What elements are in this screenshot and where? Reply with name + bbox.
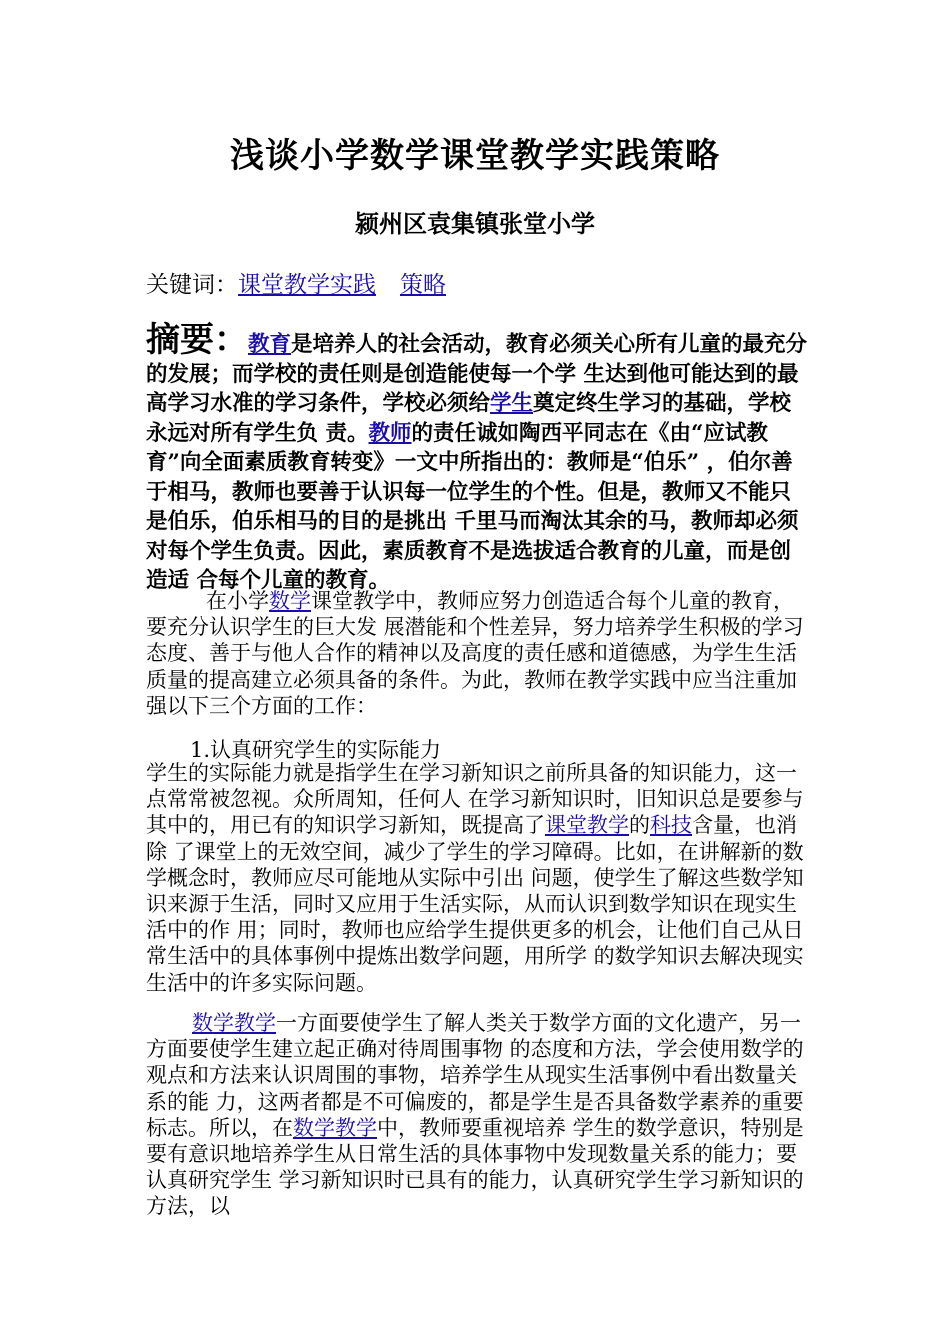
paragraph3-text-2: 中，教师要重视培养 学生的数学意识，特别是要有意识地培养学生从日常生活的具体事物中发现数量关系的能力；要认真研究学生 学习新知识时已具有的能力，认真研究学生学习新知识的方法，以 — [146, 1115, 804, 1219]
abstract-text-1: 是培养人的社会活动，教育必须关心所有儿童的最充分的发展；而学校的责任则是创造能使每一个学 生达到他可能达到的最高学习水准的学习条件，学校必须给 — [146, 332, 808, 416]
school-name: 颍州区袁集镇张堂小学 — [355, 209, 595, 238]
paragraph1-text-before: 在小学 — [206, 589, 269, 613]
link-teacher[interactable]: 教师 — [368, 420, 412, 446]
paragraph2-text-2: 的 — [629, 813, 650, 838]
paragraph3-text-1: 一方面要使学生了解人类关于数学方面的文化遗产，另一方面要使学生建立起正确对待周围事物 的态度和方法，学会使用数学的观点和方法来认识周围的事物，培养学生从现实生活事例中看出数量关系的能 力，这两者都是不可偏废的，都是学生是否具备数学素养的重要标志。所以，在 — [146, 1011, 804, 1140]
link-math-teaching-1[interactable]: 数学教学 — [192, 1011, 276, 1035]
paragraph1-text-after: 课堂教学中，教师应努力创造适合每个儿童的教育，要充分认识学生的巨大发 展潜能和个性差异，努力培养学生积极的学习态度、善于与他人合作的精神以及高度的责任感和道德感，为学生生活质量的提高建立必须具备的条件。为此，教师在教学实践中应当注重加强以下三个方面的工作： — [146, 589, 804, 718]
abstract-paragraph — [146, 320, 811, 596]
link-classroom-teaching[interactable]: 课堂教学 — [545, 813, 629, 838]
link-technology[interactable]: 科技 — [650, 813, 692, 838]
keyword-link-strategy[interactable]: 策略 — [400, 272, 446, 298]
link-education[interactable]: 教育 — [248, 332, 292, 357]
paragraph2-text-1: 学生的实际能力就是指学生在学习新知识之前所具备的知识能力，这一点常常被忽视。众所周知，任何人 在学习新知识时，旧知识总是要参与其中的，用已有的知识学习新知，既提高了 — [146, 761, 804, 838]
abstract-text-2: 奠定终生学习的基础，学校永远对所有学生负 责。 — [146, 391, 792, 446]
document-title: 浅谈小学数学课堂教学实践策略 — [230, 136, 720, 176]
link-math-teaching-2[interactable]: 数学教学 — [293, 1115, 377, 1140]
paragraph-student-ability — [146, 760, 811, 996]
section-heading-1: 1.认真研究学生的实际能力 — [190, 738, 442, 762]
keywords-label: 关键词： — [146, 272, 238, 298]
keyword-link-classroom-practice[interactable]: 课堂教学实践 — [238, 272, 376, 298]
paragraph-intro — [146, 588, 811, 719]
link-student[interactable]: 学生 — [490, 391, 534, 416]
paragraph-math-teaching — [146, 1010, 811, 1220]
abstract-label: 摘要： — [146, 320, 248, 360]
abstract-text-3: 的责任诚如陶西平同志在《由“应试教育”向全面素质教育转变》一文中所指出的：教师是“伯乐” ，伯尔善于相马，教师也要善于认识每一位学生的个性。但是，教师又不能只是伯乐，伯乐相马的目的是挑出 千里马而淘汰其余的马，教师却必须对每个学生负责。因此，素质教育不是选拔适合教育的儿童，而是创造适 合每个儿童的教育。 — [146, 420, 799, 593]
link-math[interactable]: 数学 — [269, 589, 311, 613]
keywords-line — [146, 266, 446, 299]
paragraph2-text-3: 含量，也消除 了课堂上的无效空间，减少了学生的学习障碍。比如，在讲解新的数学概念时，教师应尽可能地从实际中引出 问题，使学生了解这些数学知识来源于生活，同时又应用于生活实际，从而认识到数学知识在现实生活中的作 用；同时，教师也应给学生提供更多的机会，让他们自己从日常生活中的具体事例中提炼出数学问题，用所学 的数学知识去解决现实生活中的许多实际问题。 — [146, 813, 804, 995]
